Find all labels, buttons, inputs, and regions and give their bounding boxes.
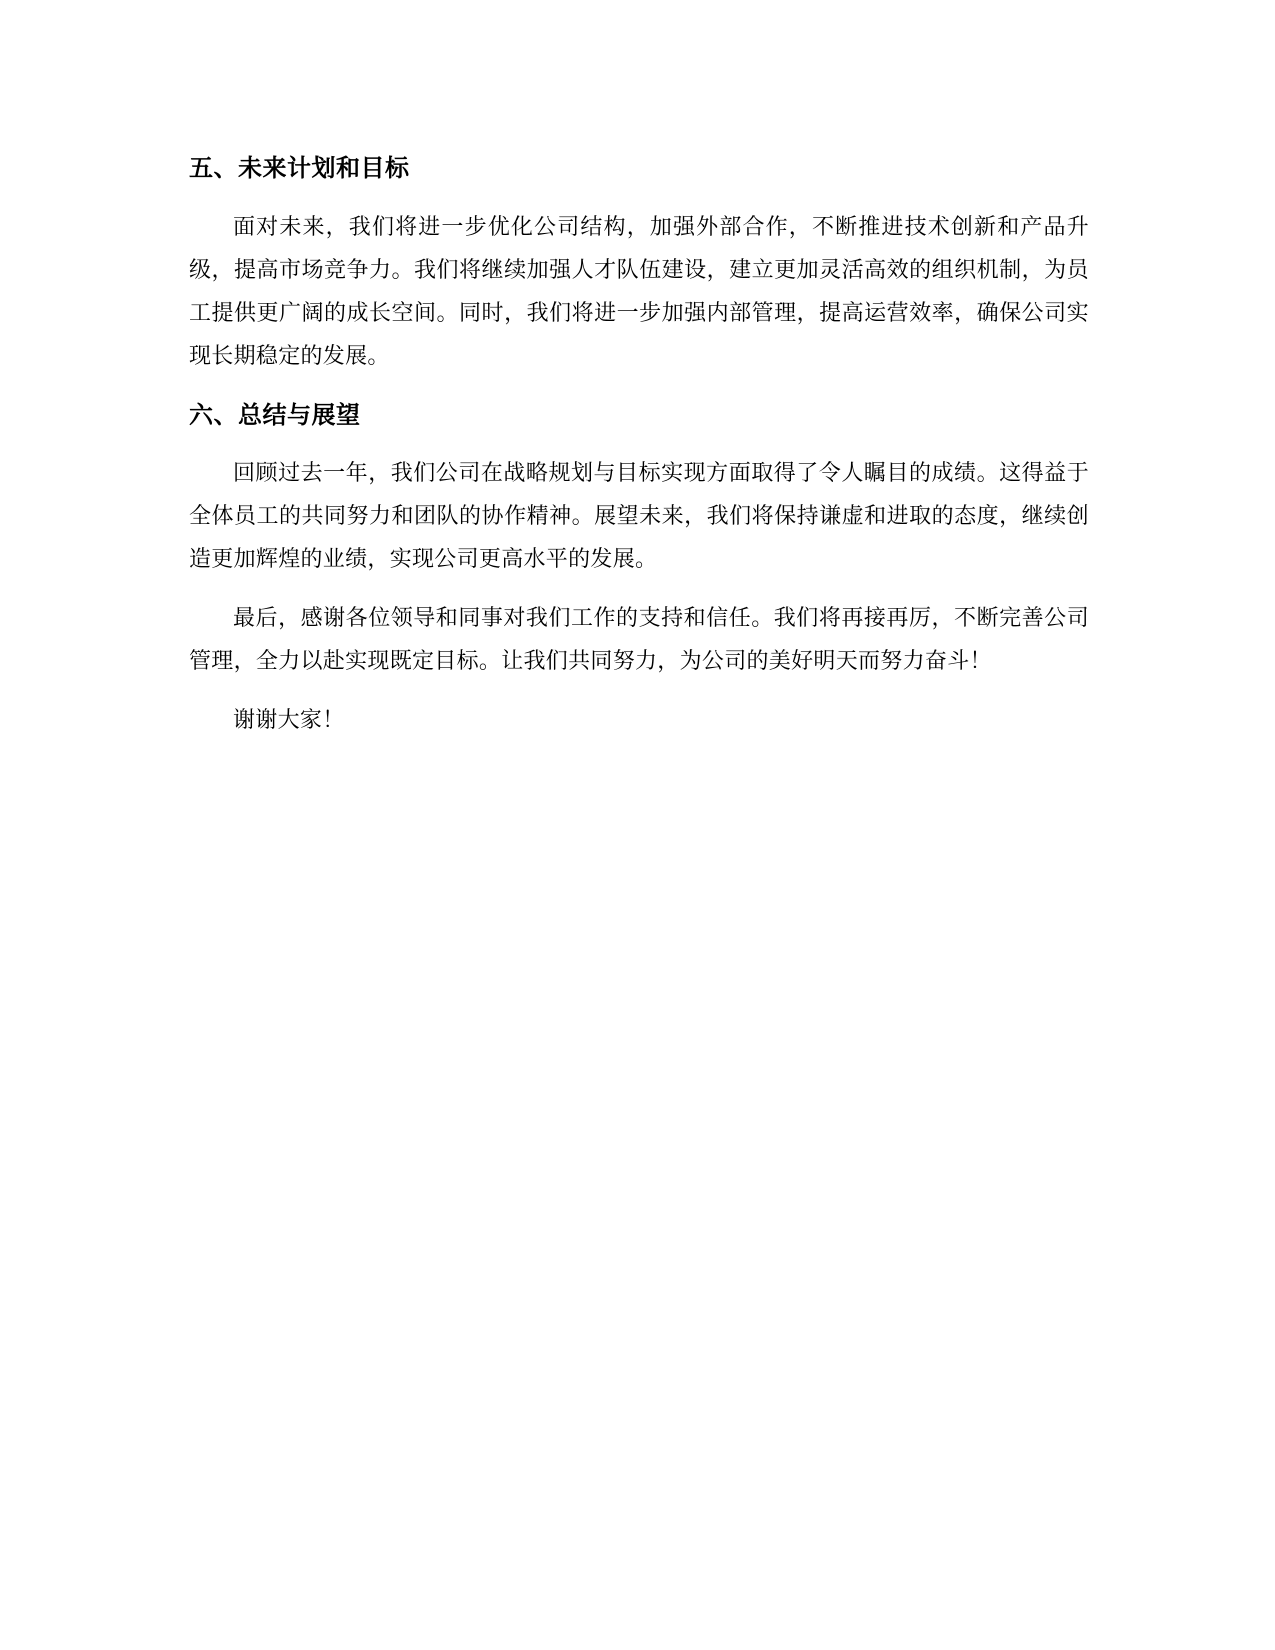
paragraph-thanks: 最后，感谢各位领导和同事对我们工作的支持和信任。我们将再接再厉，不断完善公司管理，全力以赴实现既定目标。让我们共同努力，为公司的美好明天而努力奋斗！ (189, 606, 1089, 674)
document-body (189, 146, 1089, 742)
paragraph-future-plans: 面对未来，我们将进一步优化公司结构，加强外部合作，不断推进技术创新和产品升级，提高市场竞争力。我们将继续加强人才队伍建设，建立更加灵活高效的组织机制，为员工提供更广阔的成长空间。同时，我们将进一步加强内部管理，提高运营效率，确保公司实现长期稳定的发展。 (189, 215, 1089, 369)
section-heading-summary-outlook: 六、总结与展望 (189, 401, 361, 429)
section-heading-future-plans: 五、未来计划和目标 (189, 154, 410, 182)
paragraph-closing: 谢谢大家！ (233, 708, 345, 733)
paragraph-review: 回顾过去一年，我们公司在战略规划与目标实现方面取得了令人瞩目的成绩。这得益于全体员工的共同努力和团队的协作精神。展望未来，我们将保持谦虚和进取的态度，继续创造更加辉煌的业绩，实现公司更高水平的发展。 (189, 461, 1089, 572)
